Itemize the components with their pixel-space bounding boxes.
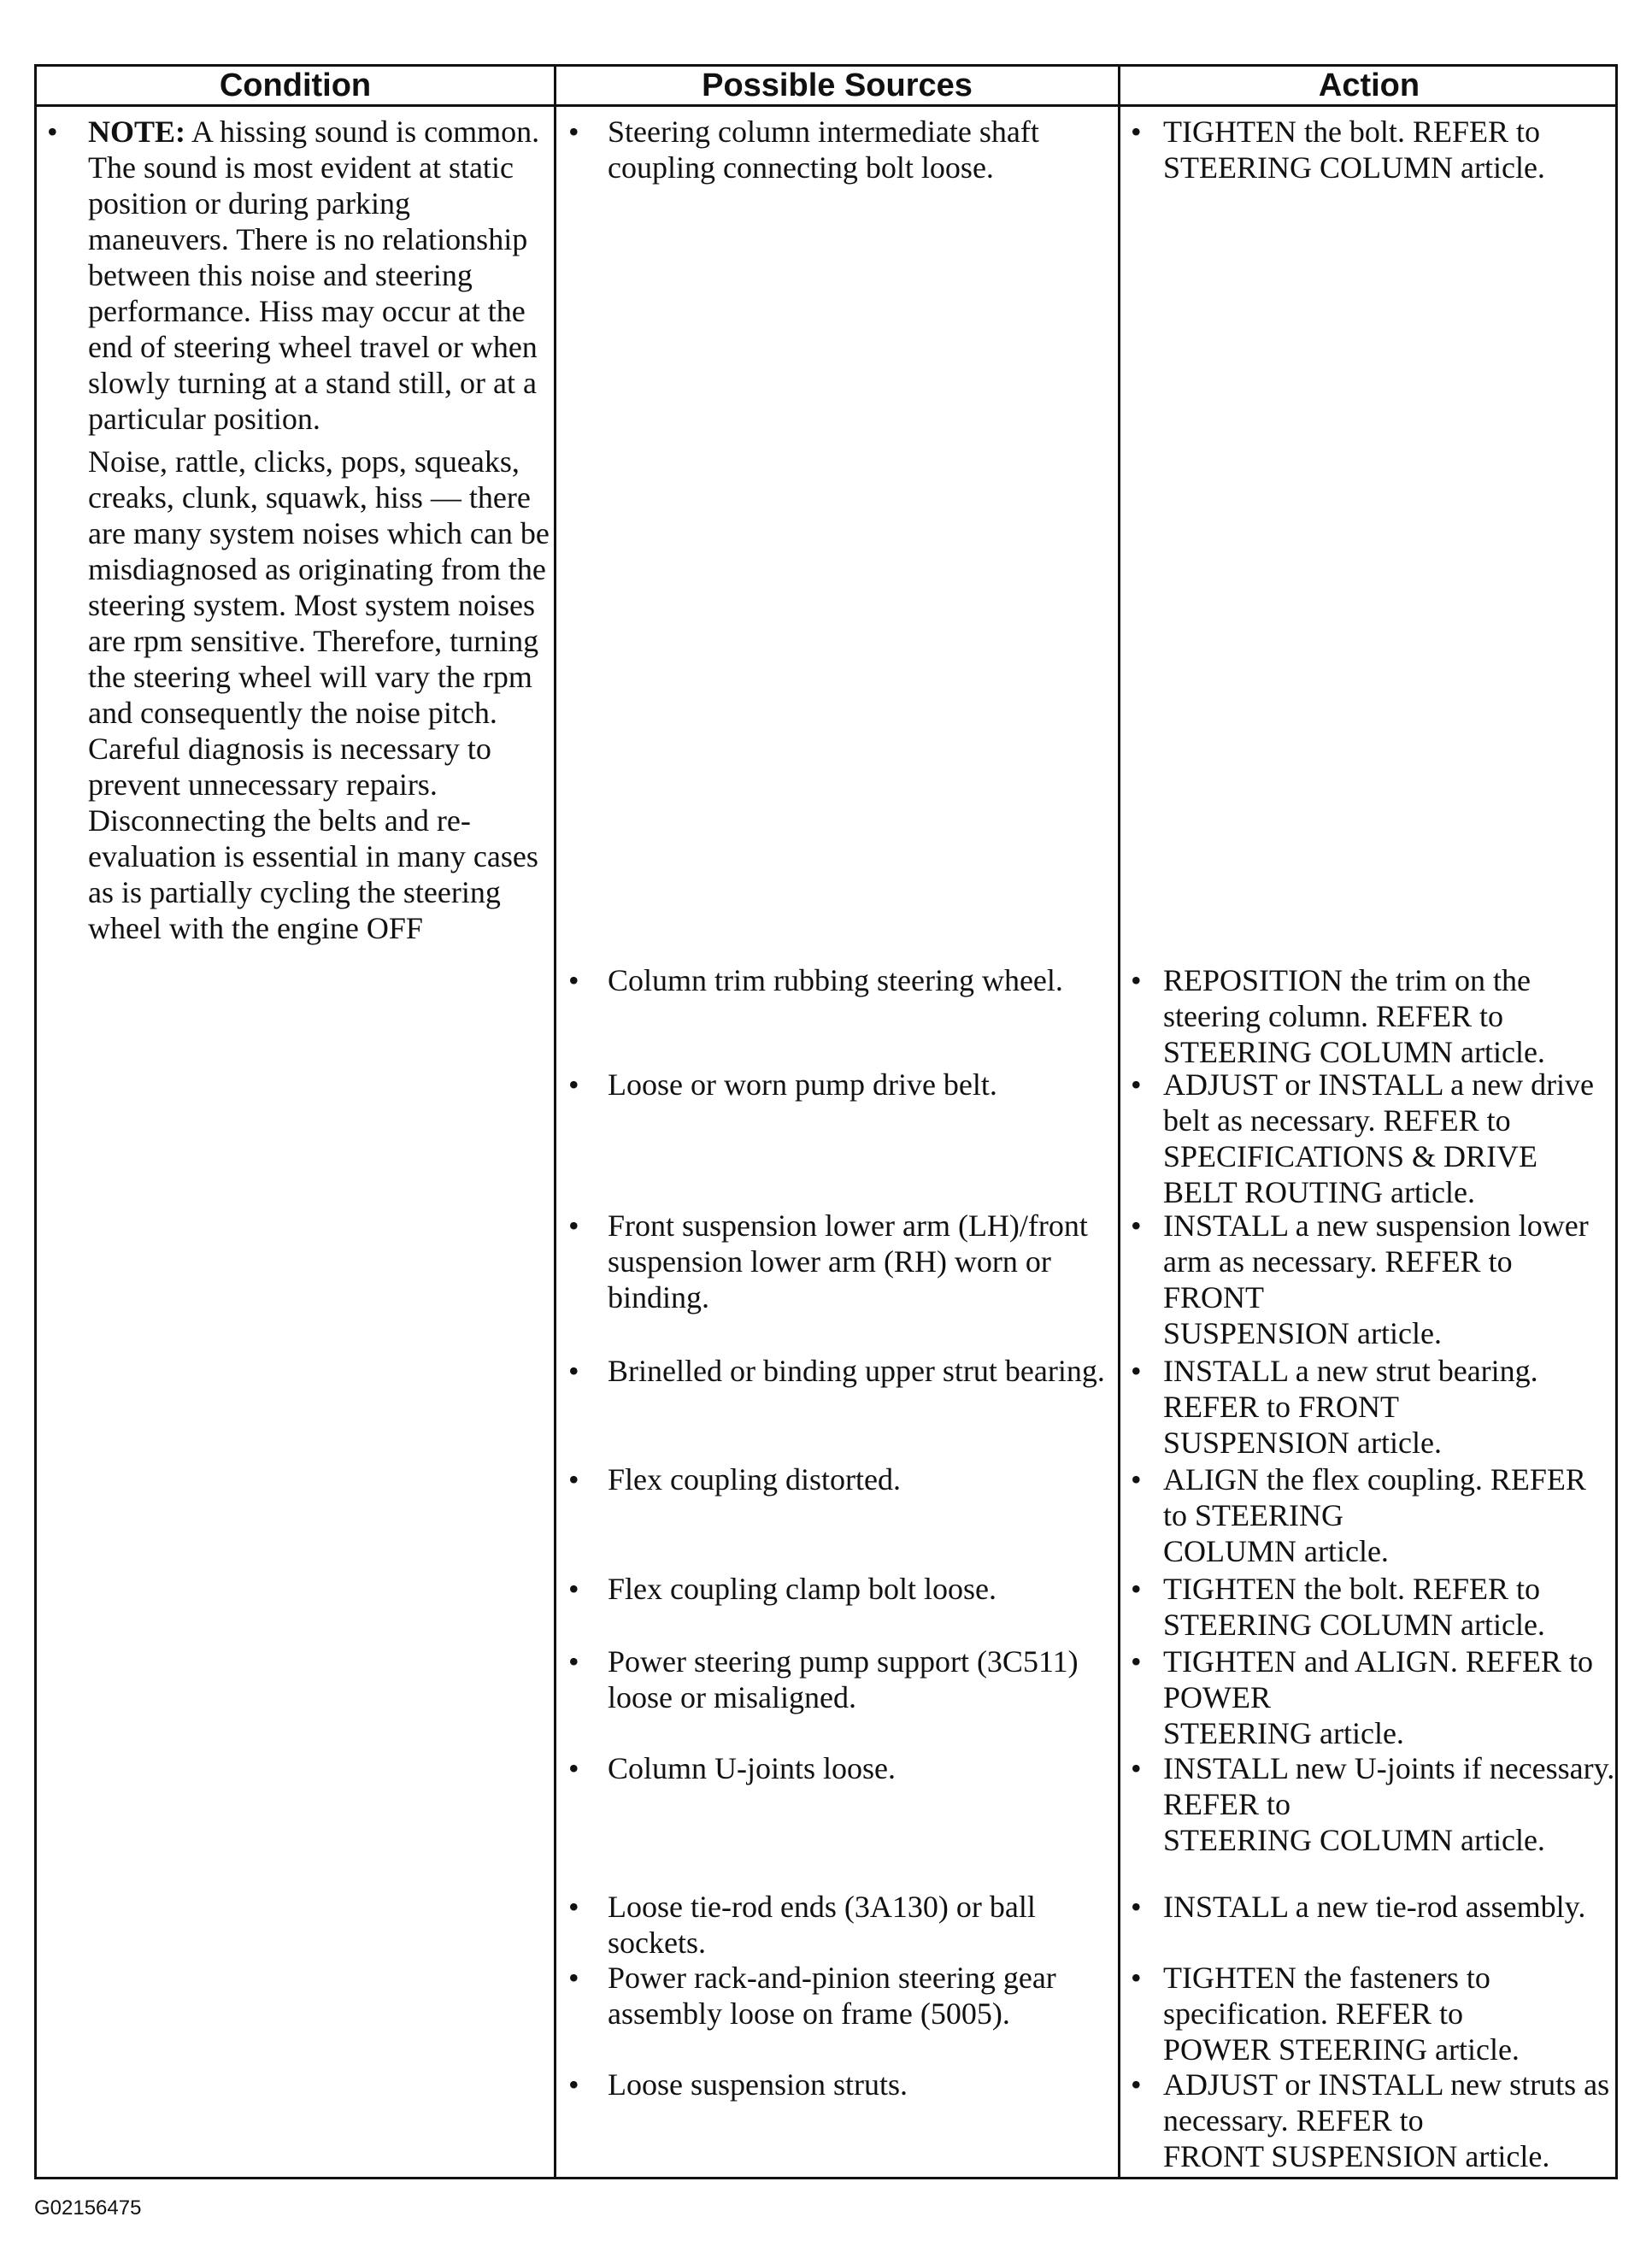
possible-source: Loose suspension struts. bbox=[608, 2067, 908, 2102]
action-cell bbox=[1163, 2067, 1616, 2174]
possible-source: Column U-joints loose. bbox=[608, 1751, 897, 1785]
source-bullet: • bbox=[568, 1890, 579, 1924]
action-instruction: INSTALL a new strut bearing. REFER to FRONT bbox=[1163, 1354, 1538, 1424]
action-reference: POWER STEERING article. bbox=[1163, 2032, 1520, 2067]
action-reference: SUSPENSION article. bbox=[1163, 1316, 1442, 1350]
action-cell bbox=[1163, 1067, 1616, 1210]
action-instruction: TIGHTEN the bolt. REFER to bbox=[1163, 1572, 1540, 1606]
possible-source: Loose or worn pump drive belt. bbox=[608, 1067, 997, 1102]
possible-source: Flex coupling clamp bolt loose. bbox=[608, 1572, 996, 1606]
action-reference: FRONT SUSPENSION article. bbox=[1163, 2139, 1550, 2173]
possible-source: Column trim rubbing steering wheel. bbox=[608, 963, 1063, 997]
action-reference: STEERING COLUMN article. bbox=[1163, 150, 1545, 185]
source-bullet: • bbox=[568, 963, 579, 997]
action-reference: STEERING COLUMN article. bbox=[1163, 1035, 1545, 1069]
action-reference: BELT ROUTING article. bbox=[1163, 1175, 1475, 1209]
action-instruction: REPOSITION the trim on the steering column. REFER to bbox=[1163, 963, 1531, 1033]
action-cell bbox=[1163, 1960, 1616, 2067]
action-cell bbox=[1163, 1353, 1616, 1461]
action-cell bbox=[1163, 1208, 1616, 1351]
source-bullet: • bbox=[568, 1208, 579, 1243]
possible-source: Power rack-and-pinion steering gear assembly loose on frame (5005). bbox=[608, 1961, 1056, 2031]
action-cell bbox=[1163, 962, 1616, 1070]
action-reference: STEERING COLUMN article. bbox=[1163, 1608, 1545, 1642]
note-label: NOTE: bbox=[88, 115, 186, 149]
action-instruction: INSTALL a new suspension lower arm as necessary. REFER to FRONT bbox=[1163, 1208, 1589, 1314]
action-instruction: INSTALL new U-joints if necessary. REFER to bbox=[1163, 1751, 1615, 1821]
action-cell bbox=[1163, 1644, 1616, 1751]
header-action: Action bbox=[1318, 68, 1420, 103]
action-bullet: • bbox=[1131, 1354, 1142, 1388]
action-bullet: • bbox=[1131, 1572, 1142, 1606]
action-reference: SUSPENSION article. bbox=[1163, 1426, 1442, 1460]
possible-source: Front suspension lower arm (LH)/front suspension lower arm (RH) worn or binding. bbox=[608, 1208, 1088, 1314]
action-bullet: • bbox=[1131, 2067, 1142, 2102]
action-reference: COLUMN article. bbox=[1163, 1534, 1389, 1568]
source-bullet: • bbox=[568, 1067, 579, 1102]
action-instruction: ADJUST or INSTALL a new drive belt as necessary. REFER to SPECIFICATIONS & DRIVE bbox=[1163, 1067, 1595, 1173]
action-bullet: • bbox=[1131, 1462, 1142, 1497]
action-bullet: • bbox=[1131, 1644, 1142, 1679]
action-instruction: INSTALL a new tie-rod assembly. bbox=[1163, 1890, 1586, 1924]
action-bullet: • bbox=[1131, 1067, 1142, 1102]
action-instruction: ADJUST or INSTALL new struts as necessary. REFER to bbox=[1163, 2067, 1610, 2137]
source-bullet: • bbox=[568, 1961, 579, 1995]
action-instruction: TIGHTEN the fasteners to specification. REFER to bbox=[1163, 1961, 1490, 2031]
action-bullet: • bbox=[1131, 1890, 1142, 1924]
condition-cell bbox=[88, 114, 550, 946]
action-bullet: • bbox=[1131, 115, 1142, 149]
header-possible-sources: Possible Sources bbox=[702, 68, 973, 103]
column-divider-2 bbox=[1118, 67, 1120, 2177]
action-cell bbox=[1163, 1461, 1616, 1569]
possible-source: Brinelled or binding upper strut bearing. bbox=[608, 1354, 1105, 1388]
action-cell bbox=[1163, 114, 1616, 185]
action-cell bbox=[1163, 1750, 1616, 1858]
source-bullet: • bbox=[568, 1462, 579, 1497]
action-instruction: TIGHTEN and ALIGN. REFER to POWER bbox=[1163, 1644, 1593, 1714]
action-bullet: • bbox=[1131, 1208, 1142, 1243]
possible-source: Power steering pump support (3C511) loose or misaligned. bbox=[608, 1644, 1079, 1714]
source-bullet: • bbox=[568, 1751, 579, 1785]
note-text: A hissing sound is common. The sound is most evident at static position or during parking maneuvers. There is no relationship between this noise and steering performance. Hiss may occur at the end of steering wheel travel or when slowly turning at a stand still, or at a particular position. bbox=[88, 115, 540, 436]
source-bullet: • bbox=[568, 2067, 579, 2102]
action-bullet: • bbox=[1131, 1961, 1142, 1995]
diagnosis-table bbox=[34, 64, 1618, 2179]
possible-source: Steering column intermediate shaft coupling connecting bolt loose. bbox=[608, 115, 1039, 185]
source-bullet: • bbox=[568, 1572, 579, 1606]
source-bullet: • bbox=[568, 115, 579, 149]
source-bullet: • bbox=[568, 1644, 579, 1679]
action-bullet: • bbox=[1131, 1751, 1142, 1785]
action-cell bbox=[1163, 1889, 1616, 1925]
source-bullet: • bbox=[568, 1354, 579, 1388]
possible-source: Loose tie-rod ends (3A130) or ball sockets. bbox=[608, 1890, 1036, 1960]
action-reference: STEERING article. bbox=[1163, 1716, 1404, 1750]
condition-body: Noise, rattle, clicks, pops, squeaks, creaks, clunk, squawk, hiss — there are many system noises which can be misdiagnosed as originating from the steering system. Most system noises are rpm sensitive. Therefore, turning the steering wheel will vary the rpm and consequently the noise pitch. Careful diagnosis is necessary to prevent unnecessary repairs. Disconnecting the belts and re-evaluation is essential in many cases as is partially cycling the steering wheel with the engine OFF bbox=[88, 444, 550, 945]
action-bullet: • bbox=[1131, 963, 1142, 997]
column-divider-1 bbox=[554, 67, 556, 2177]
possible-source: Flex coupling distorted. bbox=[608, 1462, 901, 1497]
condition-bullet: • bbox=[47, 115, 58, 149]
action-instruction: TIGHTEN the bolt. REFER to bbox=[1163, 115, 1540, 149]
header-condition: Condition bbox=[219, 68, 372, 103]
action-reference: STEERING COLUMN article. bbox=[1163, 1823, 1545, 1857]
condition-note bbox=[88, 114, 550, 437]
action-instruction: ALIGN the flex coupling. REFER to STEERING bbox=[1163, 1462, 1586, 1532]
figure-id: G02156475 bbox=[34, 2196, 142, 2220]
action-cell bbox=[1163, 1571, 1616, 1643]
